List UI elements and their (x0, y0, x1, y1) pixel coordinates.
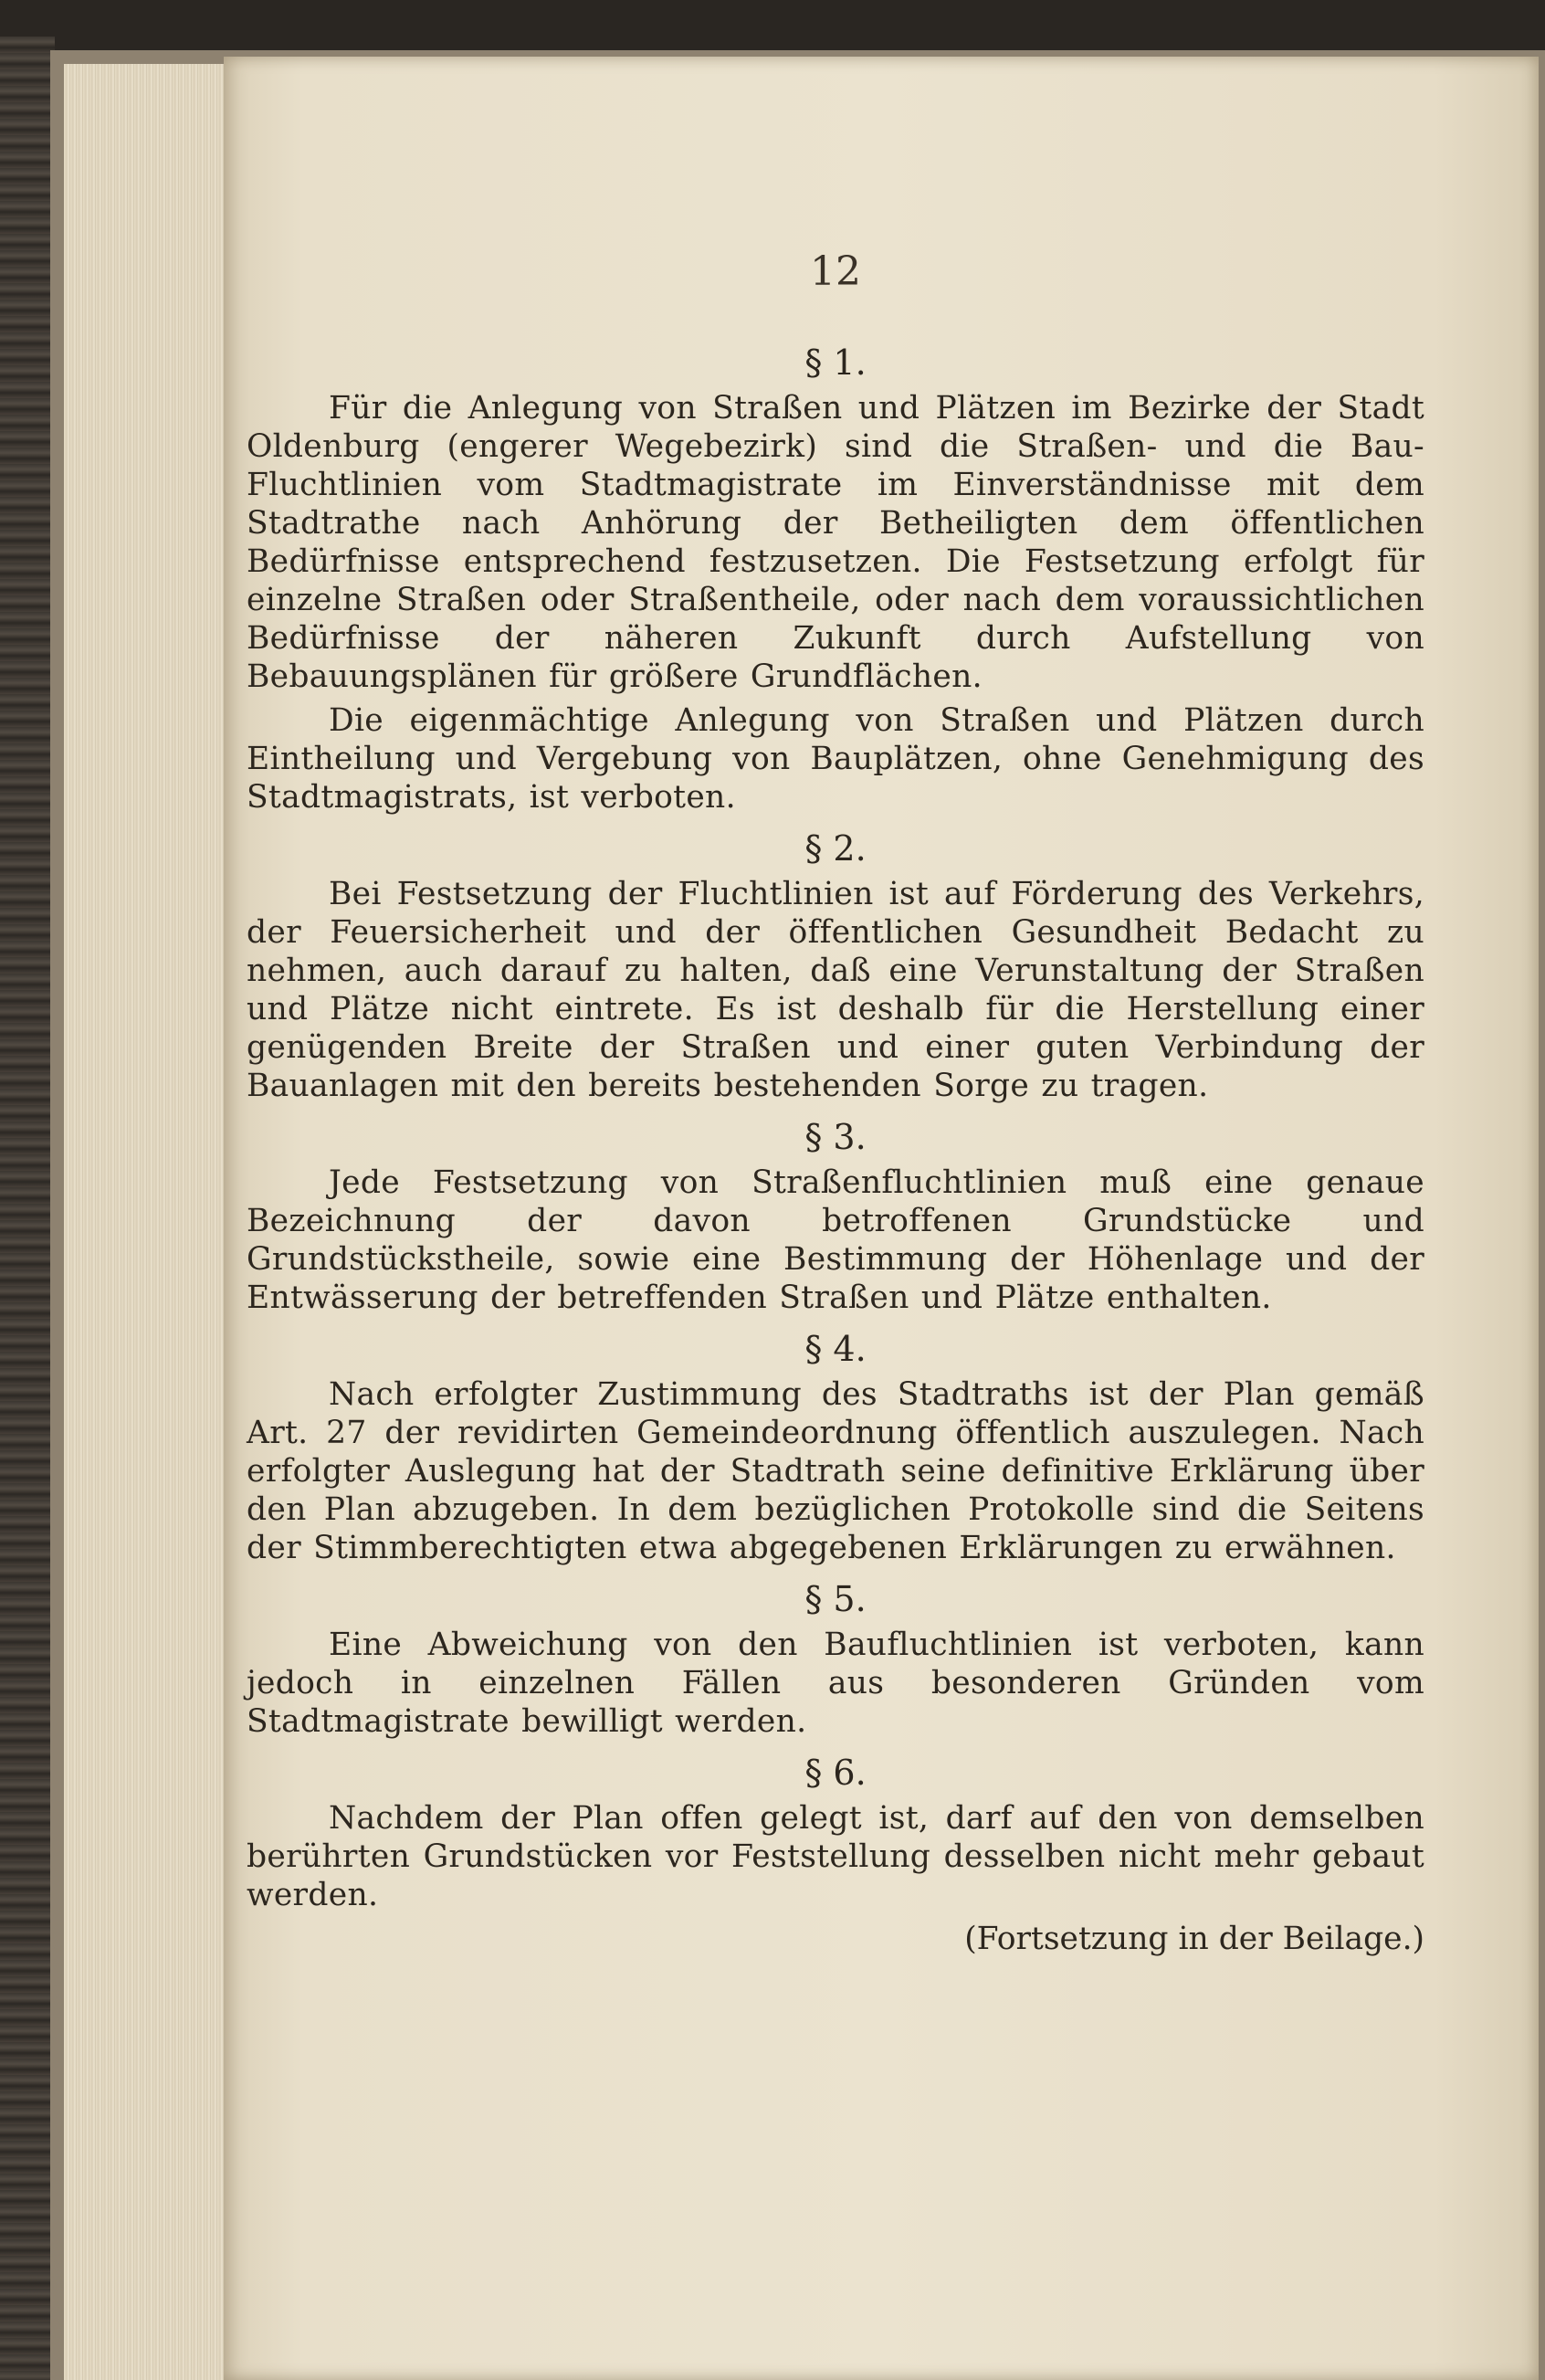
section-heading: § 1. (804, 342, 867, 383)
section-heading: § 3. (804, 1117, 867, 1157)
section-heading: § 4. (804, 1329, 867, 1369)
section-heading: § 6. (804, 1753, 867, 1793)
paragraph: Nachdem der Plan offen gelegt ist, darf auf den von demselben berührten Grundstücken vor Feststellung desselben nicht mehr gebaut werden. (247, 1800, 1424, 1913)
book-spine (0, 37, 55, 2380)
section-1 (247, 336, 1424, 816)
section-4 (247, 1322, 1424, 1567)
continuation-note: (Fortsetzung in der Beilage.) (964, 1921, 1424, 1957)
section-2 (247, 822, 1424, 1105)
paragraph: Jede Festsetzung von Straßenfluchtlinien muß eine genaue Bezeichnung der davon betroffenen Grundstücke und Grundstückstheile, sowie eine Bestimmung der Höhenlage und der Entwässerung der betreffenden Straßen und Plätze enthalten. (247, 1164, 1424, 1316)
paragraph: Nach erfolgter Zustimmung des Stadtraths ist der Plan gemäß Art. 27 der revidirten Gemeindeordnung öffentlich auszulegen. Nach erfolgter Auslegung hat der Stadtrath seine definitive Erklärung über den Plan abzugeben. In dem bezüglichen Protokolle sind die Seitens der Stimmberechtigten etwa abgegebenen Erklärungen zu erwähnen. (247, 1376, 1424, 1566)
paragraph: Für die Anlegung von Straßen und Plätzen im Bezirke der Stadt Oldenburg (engerer Wegebezirk) sind die Straßen- und die Bau-Fluchtlinien vom Stadtmagistrate im Einverständnisse mit dem Stadtrathe nach Anhörung der Betheiligten dem öffentlichen Bedürfnisse entsprechend festzusetzen. Die Festsetzung erfolgt für einzelne Straßen oder Straßentheile, oder nach dem voraussichtlichen Bedürfnisse der näheren Zukunft durch Aufstellung von Bebauungsplänen für größere Grundflächen. (247, 390, 1424, 695)
section-5 (247, 1573, 1424, 1741)
sections (247, 336, 1424, 1958)
section-3 (247, 1111, 1424, 1317)
paragraph: Bei Festsetzung der Fluchtlinien ist auf Förderung des Verkehrs, der Feuersicherheit und der öffentlichen Gesundheit Bedacht zu nehmen, auch darauf zu halten, daß eine Verunstaltung der Straßen und Plätze nicht eintrete. Es ist deshalb für die Herstellung einer genügenden Breite der Straßen und einer guten Verbindung der Bauanlagen mit den bereits bestehenden Sorge zu tragen. (247, 876, 1424, 1104)
paragraph: Eine Abweichung von den Baufluchtlinien ist verboten, kann jedoch in einzelnen Fällen aus besonderen Gründen vom Stadtmagistrate bewilligt werden. (247, 1627, 1424, 1740)
paragraph: Die eigenmächtige Anlegung von Straßen und Plätzen durch Eintheilung und Vergebung von Bauplätzen, ohne Genehmigung des Stadtmagistrats, ist verboten. (247, 702, 1424, 816)
section-heading: § 5. (804, 1579, 867, 1619)
section-heading: § 2. (804, 828, 867, 869)
page-number: 12 (810, 248, 861, 295)
section-6 (247, 1746, 1424, 1914)
page-edges (64, 64, 237, 2380)
